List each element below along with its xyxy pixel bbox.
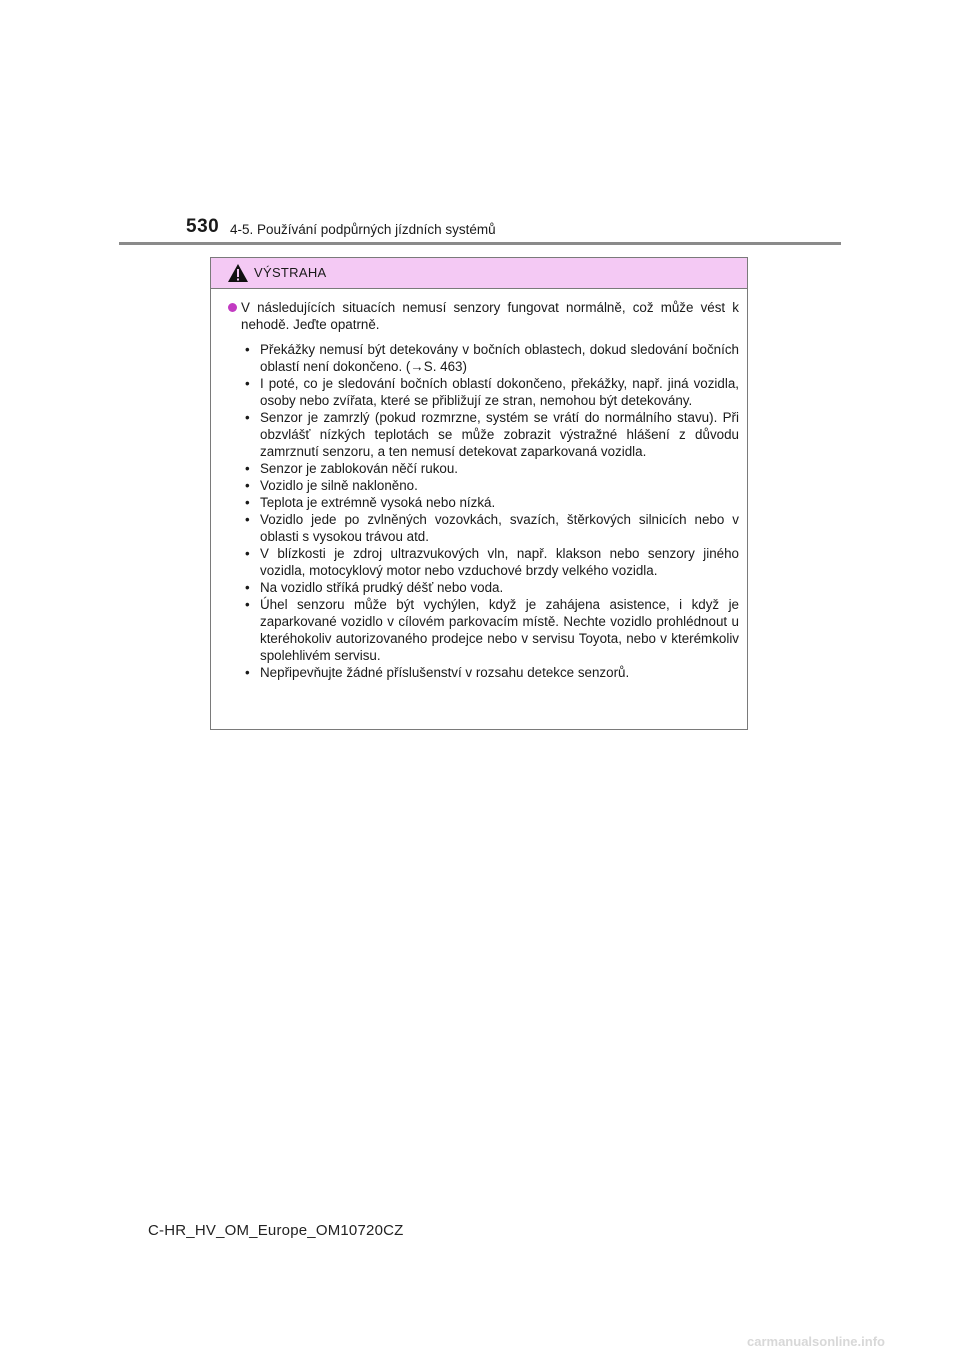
bullet-icon: • xyxy=(245,495,250,510)
list-item xyxy=(241,477,739,494)
bullet-icon: • xyxy=(245,665,250,680)
list-item xyxy=(241,545,739,579)
list-item xyxy=(241,511,739,545)
bullet-icon: • xyxy=(245,478,250,493)
list-item xyxy=(241,664,739,681)
bullet-icon: • xyxy=(245,461,250,476)
section-title: 4-5. Používání podpůrných jízdních systémů xyxy=(230,222,496,237)
list-item-text: Senzor je zablokován něčí rukou. xyxy=(260,461,459,476)
list-item xyxy=(241,409,739,460)
document-code: C-HR_HV_OM_Europe_OM10720CZ xyxy=(148,1222,404,1239)
bullet-icon: • xyxy=(245,512,250,527)
bullet-icon: • xyxy=(245,580,250,595)
list-item-text: Vozidlo je silně nakloněno. xyxy=(260,478,418,493)
warning-box xyxy=(210,257,748,730)
warning-list xyxy=(228,341,739,681)
list-item-text: Nepřipevňujte žádné příslušenství v rozsahu detekce senzorů. xyxy=(260,665,630,680)
warning-intro xyxy=(228,299,739,333)
header-divider xyxy=(119,242,841,245)
bullet-icon: • xyxy=(245,546,250,561)
list-item-text: Vozidlo jede po zvlněných vozovkách, svazích, štěrkových silnicích nebo v oblasti s vysokou trávou atd. xyxy=(260,512,739,544)
bullet-icon: • xyxy=(245,376,250,391)
list-item xyxy=(241,494,739,511)
list-item xyxy=(241,375,739,409)
list-item-text: Senzor je zamrzlý (pokud rozmrzne, systém se vrátí do normálního stavu). Při obzvlášť nízkých teplotách se může zobrazit výstražné hlášení z důvodu zamrznutí senzoru, a ten nemusí detekovat zaparkovaná vozidla. xyxy=(260,410,739,459)
warning-body xyxy=(211,289,747,681)
warning-title: VÝSTRAHA xyxy=(254,265,327,280)
warning-header xyxy=(211,258,747,289)
warning-triangle-icon xyxy=(227,263,249,283)
list-item-text: Úhel senzoru může být vychýlen, když je zahájena asistence, i když je zaparkované vozidlo v cílovém parkovacím místě. Nechte vozidlo prohlédnout u kteréhokoliv autorizovaného prodejce nebo v servisu Toyota, nebo v kterémkoliv spolehlivém servisu. xyxy=(260,597,739,663)
bullet-icon: • xyxy=(245,410,250,425)
list-item-text: V blízkosti je zdroj ultrazvukových vln, např. klakson nebo senzory jiného vozidla, motocyklový motor nebo vzduchové brzdy velkého vozidla. xyxy=(260,546,739,578)
warning-intro-text: V následujících situacích nemusí senzory fungovat normálně, což může vést k nehodě. Jeďte opatrně. xyxy=(241,300,739,332)
list-item xyxy=(241,460,739,477)
list-item xyxy=(241,341,739,375)
list-item-text: Teplota je extrémně vysoká nebo nízká. xyxy=(260,495,496,510)
list-item-text: Překážky nemusí být detekovány v bočních oblastech, dokud sledování bočních oblastí není dokončeno. (→S. 463) xyxy=(260,342,739,374)
bullet-icon: • xyxy=(245,597,250,612)
watermark: carmanualsonline.info xyxy=(747,1334,885,1349)
page-number: 530 xyxy=(186,216,220,237)
list-item-text: I poté, co je sledování bočních oblastí dokončeno, překážky, např. jiná vozidla, osoby nebo zvířata, které se přibližují ze stran, nemohou být detekovány. xyxy=(260,376,739,408)
list-item xyxy=(241,596,739,664)
list-item-text: Na vozidlo stříká prudký déšť nebo voda. xyxy=(260,580,504,595)
list-item xyxy=(241,579,739,596)
bullet-dot-icon xyxy=(228,303,237,312)
bullet-icon: • xyxy=(245,342,250,357)
page-header xyxy=(186,216,746,244)
